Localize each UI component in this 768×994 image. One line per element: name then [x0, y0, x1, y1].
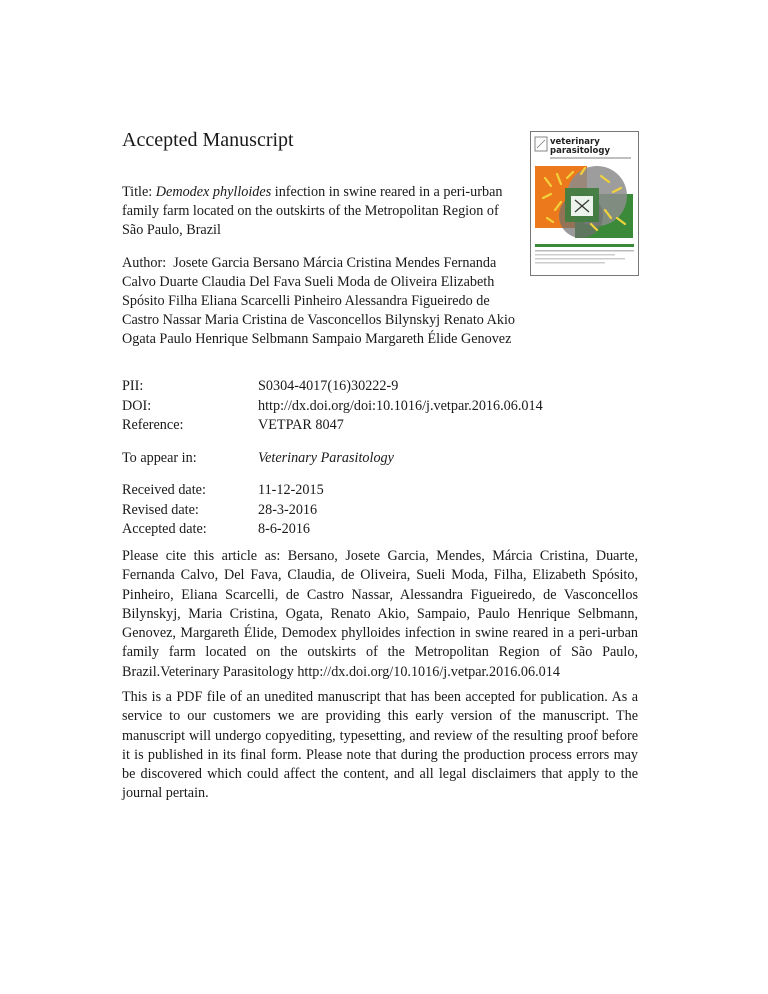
- author-block: [122, 254, 522, 349]
- title-block: [122, 183, 512, 240]
- pii-label: PII:: [122, 378, 144, 394]
- cover-journal-line1: veterinary: [550, 137, 600, 147]
- doi-value: http://dx.doi.org/doi:10.1016/j.vetpar.2016.06.014: [258, 397, 543, 414]
- title-text: infection in swine reared in a peri-urban family farm located on the outskirts of the Metropolitan Region of São Paulo, Brazil: [122, 184, 503, 238]
- accepted-row: [122, 520, 324, 540]
- revised-row: [122, 501, 324, 521]
- reference-row: [122, 416, 543, 436]
- reference-label: Reference:: [122, 417, 184, 433]
- page-heading: Accepted Manuscript: [122, 129, 294, 151]
- accepted-label: Accepted date:: [122, 521, 207, 537]
- citation-paragraph: Please cite this article as: Bersano, Josete Garcia, Mendes, Márcia Cristina, Duarte, Fernanda Calvo, Del Fava, Claudia, de Oliveira, Sueli Moda, Filha, Elizabeth Spósito, Pinheiro, Eliana Scarcelli, de Castro Nassar, Alessandra Figueiredo, de Vasconcellos Bilynskyj, Maria Cristina, Ogata, Renato Akio, Sampaio, Paulo Henrique Selbmann, Genovez, Margareth Élide, Demodex phylloides infection in swine reared in a peri-urban family farm located on the outskirts of the Metropolitan Region of São Paulo, Brazil.Veterinary Parasitology http://dx.doi.org/10.1016/j.vetpar.2016.06.014: [122, 548, 638, 680]
- appear-label: To appear in:: [122, 450, 197, 466]
- title-label: Title:: [122, 184, 153, 200]
- appear-in-row: [122, 449, 394, 469]
- pii-row: [122, 377, 543, 397]
- cover-journal-line2: parasitology: [550, 146, 611, 156]
- appear-value: Veterinary Parasitology: [258, 450, 394, 466]
- dates-table: [122, 481, 324, 540]
- author-names: Josete Garcia Bersano Márcia Cristina Mendes Fernanda Calvo Duarte Claudia Del Fava Sueli Moda de Oliveira Elizabeth Spósito Filha Eliana Scarcelli Pinheiro Alessandra Figueiredo de Castro Nassar Maria Cristina de Vasconcellos Bilynskyj Renato Akio Ogata Paulo Henrique Selbmann Sampaio Margareth Élide Genovez: [122, 255, 515, 347]
- identifier-table: [122, 377, 543, 436]
- doi-row: [122, 397, 543, 417]
- accepted-value: 8-6-2016: [258, 521, 311, 537]
- revised-label: Revised date:: [122, 501, 199, 518]
- journal-cover-image: [530, 131, 639, 276]
- received-label: Received date:: [122, 482, 206, 498]
- reference-value: VETPAR 8047: [258, 417, 344, 433]
- received-row: [122, 481, 324, 501]
- revised-value: 28-3-2016: [258, 501, 318, 518]
- disclaimer-paragraph: This is a PDF file of an unedited manuscript that has been accepted for publication. As a service to our customers we are providing this early version of the manuscript. The manuscript will undergo copyediting, typesetting, and review of the resulting proof before it is published in its final form. Please note that during the production process errors may be discovered which could affect the content, and all legal disclaimers that apply to the journal pertain.: [122, 689, 638, 802]
- title-italic-species: Demodex phylloides: [155, 184, 272, 200]
- author-label: Author:: [122, 255, 167, 271]
- pii-value: S0304-4017(16)30222-9: [258, 378, 399, 394]
- doi-label: DOI:: [122, 397, 152, 414]
- received-value: 11-12-2015: [258, 482, 324, 498]
